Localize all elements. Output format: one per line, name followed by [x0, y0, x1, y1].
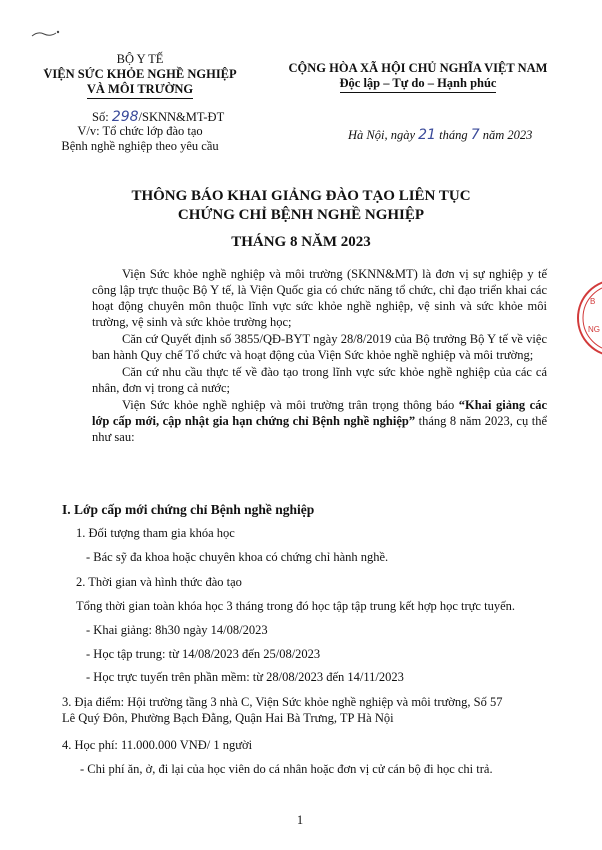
subject-line1: V/v: Tổ chức lớp đào tạo	[77, 124, 203, 138]
section-1-item-2: 2. Thời gian và hình thức đào tạo	[76, 575, 242, 589]
section-1-item-2-online: - Học trực tuyến trên phần mềm: từ 28/08/2023 đến 14/11/2023	[86, 670, 404, 684]
section-1-item-2-description: Tổng thời gian toàn khóa học 3 tháng trong đó học tập tập trung kết hợp học trực tuyến.	[76, 599, 515, 613]
section-1-item-4-detail: - Chi phí ăn, ở, đi lại của học viên do cá nhân hoặc đơn vị cử cán bộ đi học chi trả.	[80, 762, 493, 776]
header-right	[268, 61, 568, 93]
date-day-handwritten: 21	[418, 127, 436, 143]
svg-text:NG: NG	[588, 325, 600, 334]
section-1-item-1-detail: - Bác sỹ đa khoa hoặc chuyên khoa có chứng chỉ hành nghề.	[86, 550, 389, 564]
republic-name: CỘNG HÒA XÃ HỘI CHỦ NGHĨA VIỆT NAM	[288, 61, 548, 75]
official-stamp	[572, 268, 602, 368]
ministry-name: BỘ Y TẾ	[116, 52, 164, 66]
subject-line2: Bệnh nghề nghiệp theo yêu cầu	[61, 139, 219, 153]
page-number: 1	[296, 813, 304, 827]
document-title	[40, 187, 562, 252]
section-1-item-2-onsite: - Học tập trung: từ 14/08/2023 đến 25/08/2023	[86, 647, 321, 661]
scribble-mark	[30, 28, 62, 42]
title-line3: THÁNG 8 NĂM 2023	[231, 234, 371, 250]
intro-section	[92, 266, 547, 445]
title-line1: THÔNG BÁO KHAI GIẢNG ĐÀO TẠO LIÊN TỤC	[131, 188, 471, 204]
section-1-item-2-opening: - Khai giảng: 8h30 ngày 14/08/2023	[86, 623, 268, 637]
institute-name-line1: VIỆN SỨC KHỎE NGHỀ NGHIỆP	[43, 67, 237, 81]
title-line2: CHỨNG CHỈ BỆNH NGHỀ NGHIỆP	[177, 207, 425, 223]
stamp-seal	[572, 268, 602, 368]
date-month-handwritten: 7	[470, 127, 480, 143]
document-number-handwritten: 298	[111, 109, 139, 125]
intro-paragraph-3: Căn cứ nhu cầu thực tế về đào tạo trong lĩnh vực sức khỏe nghề nghiệp của các cá nhân, đơn vị trong cả nước;	[92, 365, 547, 395]
announcement-title: “Khai giảng các lớp cấp mới, cập nhật gia hạn chứng chỉ Bệnh nghề nghiệp”	[92, 398, 548, 428]
intro-paragraph-2: Căn cứ Quyết định số 3855/QĐ-BYT ngày 28/8/2019 của Bộ trưởng Bộ Y tế về việc ban hành Quy chế Tổ chức và hoạt động của Viện Sức khỏe nghề nghiệp và môi trường;	[92, 332, 547, 362]
section-1-item-3: 3. Địa điểm: Hội trường tầng 3 nhà C, Viện Sức khỏe nghề nghiệp và môi trường, Số 57 Lê Quý Đôn, Phường Bạch Đằng, Quận Hai Bà Trưng, TP Hà Nội	[62, 695, 503, 725]
intro-paragraph-4: Viện Sức khỏe nghề nghiệp và môi trường trân trọng thông báo “Khai giảng các lớp cấp mới, cập nhật gia hạn chứng chỉ Bệnh nghề nghiệp” tháng 8 năm 2023, cụ thể như sau:	[92, 398, 548, 444]
header-left	[40, 52, 240, 99]
section-1-item-1: 1. Đối tượng tham gia khóa học	[76, 526, 235, 540]
section-1-heading: I. Lớp cấp mới chứng chỉ Bệnh nghề nghiệp	[62, 502, 315, 517]
motto: Độc lập – Tự do – Hạnh phúc	[340, 76, 497, 93]
intro-paragraph-1: Viện Sức khỏe nghề nghiệp và môi trường (SKNN&MT) là đơn vị sự nghiệp y tế công lập trực thuộc Bộ Y tế, là Viện Quốc gia có chức năng tổ chức, chỉ đạo triển khai các hoạt động chuyên môn thuộc lĩnh vực sức khỏe nghề nghiệp, vệ sinh và sức khỏe môi trường, vệ sinh và sức khỏe trường học;	[92, 267, 547, 329]
document-number: Số: 298/SKNN&MT-ĐT	[92, 109, 225, 125]
section-1-item-4: 4. Học phí: 11.000.000 VNĐ/ 1 người	[62, 738, 253, 752]
institute-name-line2: VÀ MÔI TRƯỜNG	[87, 82, 193, 99]
document-subject	[40, 124, 240, 154]
issue-date: Hà Nội, ngày 21 tháng 7 năm 2023	[348, 127, 533, 143]
svg-text:B: B	[590, 297, 596, 306]
